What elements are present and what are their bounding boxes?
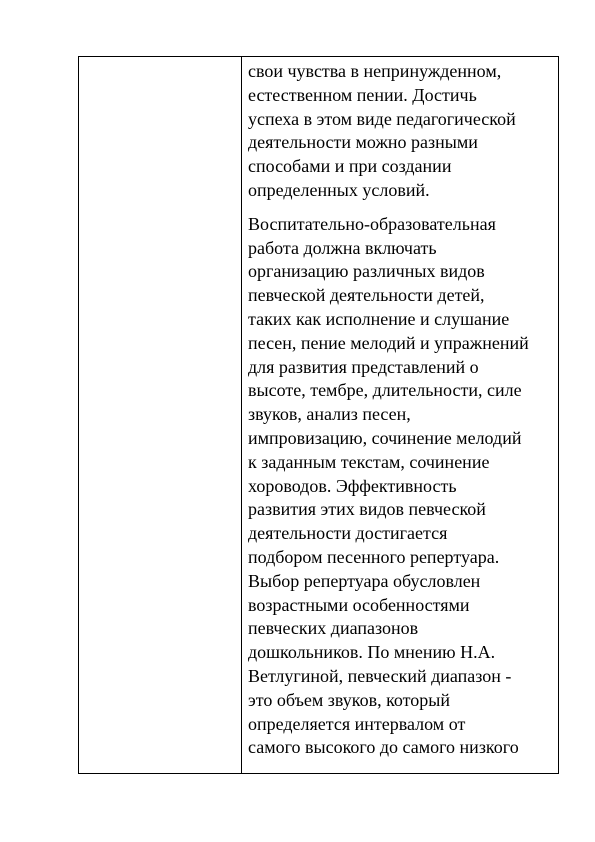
- document-table: [78, 56, 559, 774]
- text-line: певческих диапазонов: [248, 618, 419, 639]
- text-line: дошкольников. По мнению Н.А.: [248, 642, 496, 663]
- text-line: работа должна включать: [248, 237, 437, 258]
- text-line: деятельности достигается: [248, 523, 448, 544]
- table-right-cell: [242, 57, 558, 773]
- text-line: импровизацию, сочинение мелодий: [248, 427, 522, 448]
- text-line: возрастными особенностями: [248, 594, 470, 615]
- text-line: свои чувства в непринужденном,: [248, 61, 502, 81]
- text-line: певческой деятельности детей,: [248, 285, 485, 306]
- table-left-cell: [79, 57, 242, 773]
- text-line: Ветлугиной, певческий диапазон -: [248, 665, 512, 686]
- text-line: высоте, тембре, длительности, силе: [248, 380, 522, 401]
- text-line: организацию различных видов: [248, 261, 485, 282]
- text-line: определяется интервалом от: [248, 713, 466, 734]
- text-line: деятельности можно разными: [248, 132, 478, 153]
- text-line: определенных условий.: [248, 179, 430, 200]
- text-line: для развития представлений о: [248, 356, 479, 377]
- text-line: развития этих видов певческой: [248, 499, 486, 520]
- paragraph-1: [248, 60, 554, 203]
- text-line: самого высокого до самого низкого: [248, 737, 519, 758]
- text-line: Выбор репертуара обусловлен: [248, 570, 481, 591]
- paragraph-2: [248, 213, 554, 760]
- text-line: естественном пении. Достичь: [248, 84, 477, 105]
- text-line: звуков, анализ песен,: [248, 404, 411, 425]
- text-line: хороводов. Эффективность: [248, 475, 457, 496]
- text-line: способами и при создании: [248, 156, 452, 177]
- text-line: к заданным текстам, сочинение: [248, 451, 490, 472]
- text-line: Воспитательно-образовательная: [248, 213, 496, 234]
- text-line: песен, пение мелодий и упражнений: [248, 332, 529, 353]
- text-line: подбором песенного репертуара.: [248, 546, 500, 567]
- text-line: таких как исполнение и слушание: [248, 308, 510, 329]
- text-line: это объем звуков, который: [248, 689, 451, 710]
- text-line: успеха в этом виде педагогической: [248, 108, 516, 129]
